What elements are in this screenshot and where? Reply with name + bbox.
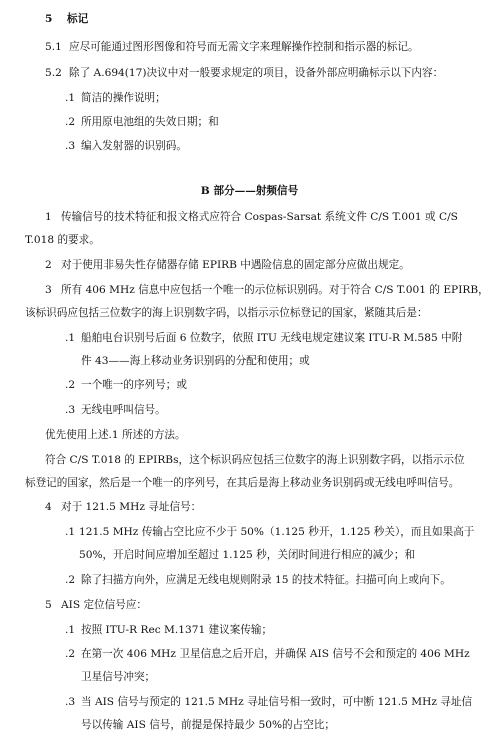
paragraph-5	[45, 598, 147, 612]
paragraph-5-2	[45, 66, 443, 80]
list-text: 一个唯一的序列号；或	[81, 379, 187, 391]
paragraph-text: 除了 A.694(17)决议中对一般要求规定的项目，设备外部应明确标示以下内容：	[69, 67, 444, 79]
paragraph-text: AIS 定位信号应：	[61, 599, 148, 611]
paragraph-text: 对于使用非易失性存储器存储 EPIRB 中遇险信息的固定部分应做出规定。	[61, 259, 410, 271]
list-item-3-1-line-2: 件 43——海上移动业务识别码的分配和使用；或	[81, 355, 310, 367]
paragraph-1-line-1	[45, 210, 458, 224]
paragraph-4	[45, 500, 201, 514]
list-item-5-2-3	[65, 139, 187, 153]
paragraph-3-line-2: 该标识码应包括三位数字的海上识别数字码，以指示示位标登记的国家，紧随其后是：	[25, 307, 428, 319]
paragraph-1-line-2: T.018 的要求。	[25, 234, 100, 246]
list-text: 无线电呼叫信号。	[81, 404, 166, 416]
list-text: 121.5 MHz 传输占空比应不少于 50%（1.125 秒开，1.125 秒关），而且如果高于	[79, 526, 475, 538]
list-item-3-2	[65, 378, 187, 392]
list-number: .1	[65, 332, 76, 344]
list-number: .2	[65, 648, 76, 660]
paragraph-number: 5	[45, 599, 52, 611]
list-text: 所用原电池组的失效日期；和	[81, 116, 219, 128]
list-item-5-3-line-2: 号以传输 AIS 信号，前提是保持最少 50%的占空比；	[81, 719, 336, 731]
list-item-4-2	[65, 573, 451, 587]
paragraph-text: 对于 121.5 MHz 寻址信号：	[61, 501, 202, 513]
list-number: .3	[65, 140, 76, 152]
list-number: .1	[65, 624, 76, 636]
list-item-5-2-1	[65, 91, 166, 105]
paragraph-number: 2	[45, 259, 52, 271]
t018-paragraph-line-2: 标登记的国家，然后是一个唯一的序列号，在其后是海上移动业务识别码或无线电呼叫信号。	[25, 477, 460, 489]
list-number: .1	[65, 526, 76, 538]
section-title: 标记	[67, 13, 89, 25]
list-item-5-1	[65, 623, 272, 637]
section-5-heading	[45, 12, 88, 26]
list-text: 按照 ITU-R Rec M.1371 建议案传输；	[81, 624, 273, 636]
list-text: 船舶电台识别号后面 6 位数字，依照 ITU 无线电规定建议案 ITU-R M.585 中附	[81, 332, 463, 344]
list-item-5-2-2	[65, 115, 219, 129]
part-b-heading: B 部分——射频信号	[200, 185, 299, 197]
list-number: .2	[65, 574, 76, 586]
paragraph-2	[45, 258, 410, 272]
t018-paragraph-line-1: 符合 C/S T.018 的 EPIRBs，这个标识码应包括三位数字的海上识别数字码，以指示示位	[45, 454, 465, 466]
list-item-5-3-line-1	[65, 695, 472, 709]
list-text: 在第一次 406 MHz 卫星信息之后开启，并确保 AIS 信号不会和预定的 406 MHz	[81, 648, 470, 660]
paragraph-number: 1	[45, 211, 52, 223]
list-item-3-3	[65, 403, 166, 417]
list-item-4-1-line-1	[65, 525, 474, 539]
paragraph-3-line-1	[45, 283, 489, 297]
list-text: 除了扫描方向外，应满足无线电规则附录 15 的技术特征。扫描可向上或向下。	[81, 574, 451, 586]
list-number: .2	[65, 116, 76, 128]
paragraph-number: 3	[45, 284, 52, 296]
paragraph-text: 所有 406 MHz 信息中应包括一个唯一的示位标识别码。对于符合 C/S T.001 的 EPIRB，	[61, 284, 489, 296]
list-text: 简洁的操作说明；	[81, 92, 166, 104]
list-number: .2	[65, 379, 76, 391]
paragraph-5-1	[45, 40, 419, 54]
list-number: .1	[65, 92, 76, 104]
list-item-4-1-line-2: 50%，开启时间应增加至超过 1.125 秒，关闭时间进行相应的减少；和	[79, 549, 416, 561]
section-number: 5	[45, 13, 53, 25]
list-text: 当 AIS 信号与预定的 121.5 MHz 寻址信号相一致时，可中断 121.5 MHz 寻址信	[81, 696, 473, 708]
paragraph-number: 5.2	[45, 67, 62, 79]
paragraph-text: 传输信号的技术特征和报文格式应符合 Cospas-Sarsat 系统文件 C/S T.001 或 C/S	[61, 211, 458, 223]
list-item-5-2-line-2: 卫星信号冲突；	[81, 671, 156, 683]
list-number: .3	[65, 404, 76, 416]
preferred-method-note: 优先使用上述.1 所述的方法。	[45, 429, 186, 441]
list-number: .3	[65, 696, 76, 708]
list-item-3-1-line-1	[65, 331, 462, 345]
list-item-5-2-line-1	[65, 647, 470, 661]
paragraph-number: 4	[45, 501, 52, 513]
list-text: 编入发射器的识别码。	[81, 140, 187, 152]
paragraph-number: 5.1	[45, 41, 62, 53]
paragraph-text: 应尽可能通过图形图像和符号而无需文字来理解操作控制和指示器的标记。	[69, 41, 419, 53]
